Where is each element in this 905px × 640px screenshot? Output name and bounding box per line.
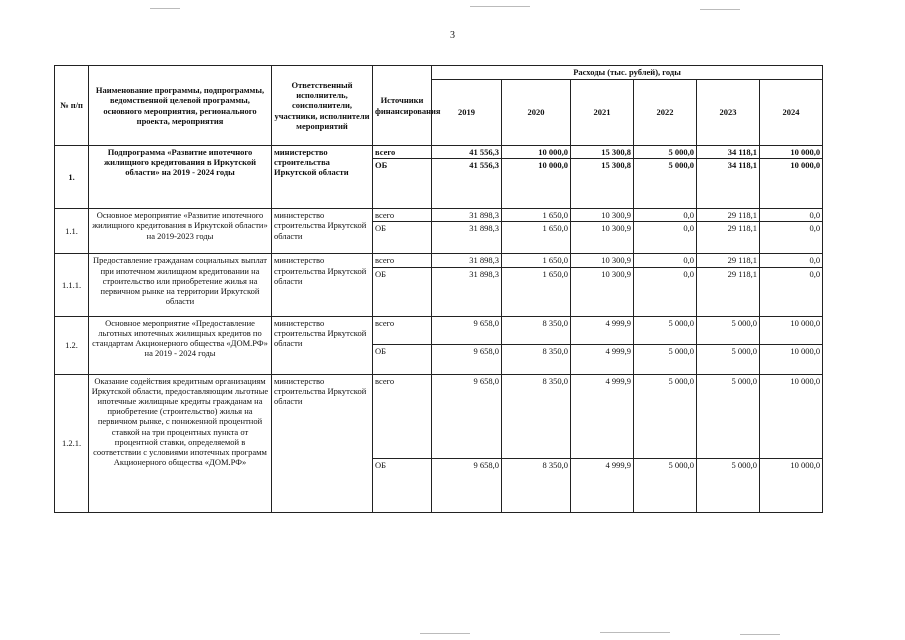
- table-row: [55, 209, 823, 222]
- row-executor: министерство строительства Иркутской области: [272, 316, 373, 374]
- row-source: всего: [373, 374, 432, 458]
- header-year: 2021: [571, 80, 634, 146]
- row-value: 1 650,0: [502, 267, 571, 316]
- row-number: 1.2.: [55, 316, 89, 374]
- row-value: 9 658,0: [432, 458, 502, 512]
- scan-artifact: [470, 6, 530, 7]
- row-source: ОБ: [373, 159, 432, 209]
- row-value: 4 999,9: [571, 316, 634, 344]
- row-value: 0,0: [760, 267, 823, 316]
- row-executor: министерство строительства Иркутской области: [272, 254, 373, 316]
- row-value: 5 000,0: [634, 458, 697, 512]
- row-value: 29 118,1: [697, 267, 760, 316]
- row-value: 9 658,0: [432, 374, 502, 458]
- row-value: 31 898,3: [432, 254, 502, 267]
- row-value: 5 000,0: [634, 146, 697, 159]
- row-name: Основное мероприятие «Развитие ипотечного жилищного кредитования в Иркутской области» на 2019-2023 годы: [89, 209, 272, 254]
- row-source: ОБ: [373, 458, 432, 512]
- table-row: [55, 316, 823, 344]
- row-value: 34 118,1: [697, 146, 760, 159]
- row-executor: министерство строительства Иркутской области: [272, 146, 373, 209]
- header-year: 2022: [634, 80, 697, 146]
- row-source: ОБ: [373, 267, 432, 316]
- row-value: 9 658,0: [432, 316, 502, 344]
- row-value: 0,0: [634, 267, 697, 316]
- row-value: 29 118,1: [697, 254, 760, 267]
- row-source: ОБ: [373, 222, 432, 254]
- table-row: [55, 374, 823, 458]
- row-value: 31 898,3: [432, 209, 502, 222]
- row-value: 31 898,3: [432, 222, 502, 254]
- row-value: 5 000,0: [634, 344, 697, 374]
- row-value: 9 658,0: [432, 344, 502, 374]
- row-value: 41 556,3: [432, 146, 502, 159]
- row-value: 5 000,0: [697, 344, 760, 374]
- row-value: 10 300,9: [571, 222, 634, 254]
- header-year: 2024: [760, 80, 823, 146]
- page-number: 3: [450, 30, 455, 41]
- row-number: 1.1.: [55, 209, 89, 254]
- row-value: 0,0: [634, 254, 697, 267]
- row-source: ОБ: [373, 344, 432, 374]
- table-row: [55, 146, 823, 159]
- row-value: 4 999,9: [571, 344, 634, 374]
- row-value: 41 556,3: [432, 159, 502, 209]
- row-value: 0,0: [634, 209, 697, 222]
- row-value: 5 000,0: [634, 374, 697, 458]
- row-value: 10 300,9: [571, 209, 634, 222]
- row-value: 10 000,0: [502, 146, 571, 159]
- row-number: 1.2.1.: [55, 374, 89, 512]
- row-source: всего: [373, 316, 432, 344]
- row-value: 8 350,0: [502, 316, 571, 344]
- row-value: 10 000,0: [760, 146, 823, 159]
- row-value: 5 000,0: [697, 458, 760, 512]
- row-executor: министерство строительства Иркутской области: [272, 209, 373, 254]
- row-value: 0,0: [760, 209, 823, 222]
- scan-artifact: [740, 634, 780, 635]
- row-name: Предоставление гражданам социальных выплат при ипотечном жилищном кредитовании на строительство или приобретение жилья на первичном рынке на территории Иркутской области: [89, 254, 272, 316]
- row-value: 1 650,0: [502, 222, 571, 254]
- row-name: Подпрограмма «Развитие ипотечного жилищного кредитования в Иркутской области» на 2019 - 2024 годы: [89, 146, 272, 209]
- row-value: 10 000,0: [760, 316, 823, 344]
- header-num: № п/п: [55, 66, 89, 146]
- row-value: 8 350,0: [502, 374, 571, 458]
- row-value: 5 000,0: [634, 159, 697, 209]
- scan-artifact: [600, 632, 670, 633]
- row-value: 0,0: [634, 222, 697, 254]
- table-row: [55, 254, 823, 267]
- row-value: 34 118,1: [697, 159, 760, 209]
- scan-artifact: [420, 633, 470, 634]
- row-source: всего: [373, 146, 432, 159]
- row-value: 15 300,8: [571, 146, 634, 159]
- row-value: 1 650,0: [502, 254, 571, 267]
- row-executor: министерство строительства Иркутской области: [272, 374, 373, 512]
- header-executor: Ответственный исполнитель, соисполнители, участники, исполнители мероприятий: [272, 66, 373, 146]
- row-value: 5 000,0: [697, 374, 760, 458]
- header-year: 2019: [432, 80, 502, 146]
- row-value: 0,0: [760, 222, 823, 254]
- row-value: 29 118,1: [697, 209, 760, 222]
- row-value: 4 999,9: [571, 458, 634, 512]
- row-value: 10 000,0: [760, 458, 823, 512]
- row-value: 15 300,8: [571, 159, 634, 209]
- row-value: 8 350,0: [502, 344, 571, 374]
- expenses-table: [54, 65, 823, 513]
- row-value: 0,0: [760, 254, 823, 267]
- header-year: 2023: [697, 80, 760, 146]
- scan-artifact: [150, 8, 180, 9]
- header-year: 2020: [502, 80, 571, 146]
- row-value: 4 999,9: [571, 374, 634, 458]
- row-name: Оказание содействия кредитным организациям Иркутской области, предоставляющим льготные ипотечные жилищные кредиты гражданам на приобретение (строительство) жилья на первичном рынке, с пониженной процентной ставкой на три процентных пункта от процентной ставки, определяемой в соответствии с условиями ипотечных программ Акционерного общества «ДОМ.РФ»: [89, 374, 272, 512]
- row-value: 10 300,9: [571, 254, 634, 267]
- row-value: 10 000,0: [502, 159, 571, 209]
- row-value: 10 000,0: [760, 344, 823, 374]
- row-number: 1.: [55, 146, 89, 209]
- row-value: 31 898,3: [432, 267, 502, 316]
- row-value: 5 000,0: [697, 316, 760, 344]
- row-value: 10 000,0: [760, 159, 823, 209]
- row-value: 10 300,9: [571, 267, 634, 316]
- row-name: Основное мероприятие «Предоставление льготных ипотечных жилищных кредитов по стандартам Акционерного общества «ДОМ.РФ» на 2019 - 2024 годы: [89, 316, 272, 374]
- row-value: 8 350,0: [502, 458, 571, 512]
- row-value: 29 118,1: [697, 222, 760, 254]
- row-source: всего: [373, 254, 432, 267]
- scan-artifact: [700, 9, 740, 10]
- header-source: Источники финансирования: [373, 66, 432, 146]
- row-value: 5 000,0: [634, 316, 697, 344]
- header-name: Наименование программы, подпрограммы, ведомственной целевой программы, основного мероприятия, регионального проекта, мероприятия: [89, 66, 272, 146]
- row-value: 1 650,0: [502, 209, 571, 222]
- header-expenses: Расходы (тыс. рублей), годы: [432, 66, 823, 80]
- row-number: 1.1.1.: [55, 254, 89, 316]
- row-source: всего: [373, 209, 432, 222]
- row-value: 10 000,0: [760, 374, 823, 458]
